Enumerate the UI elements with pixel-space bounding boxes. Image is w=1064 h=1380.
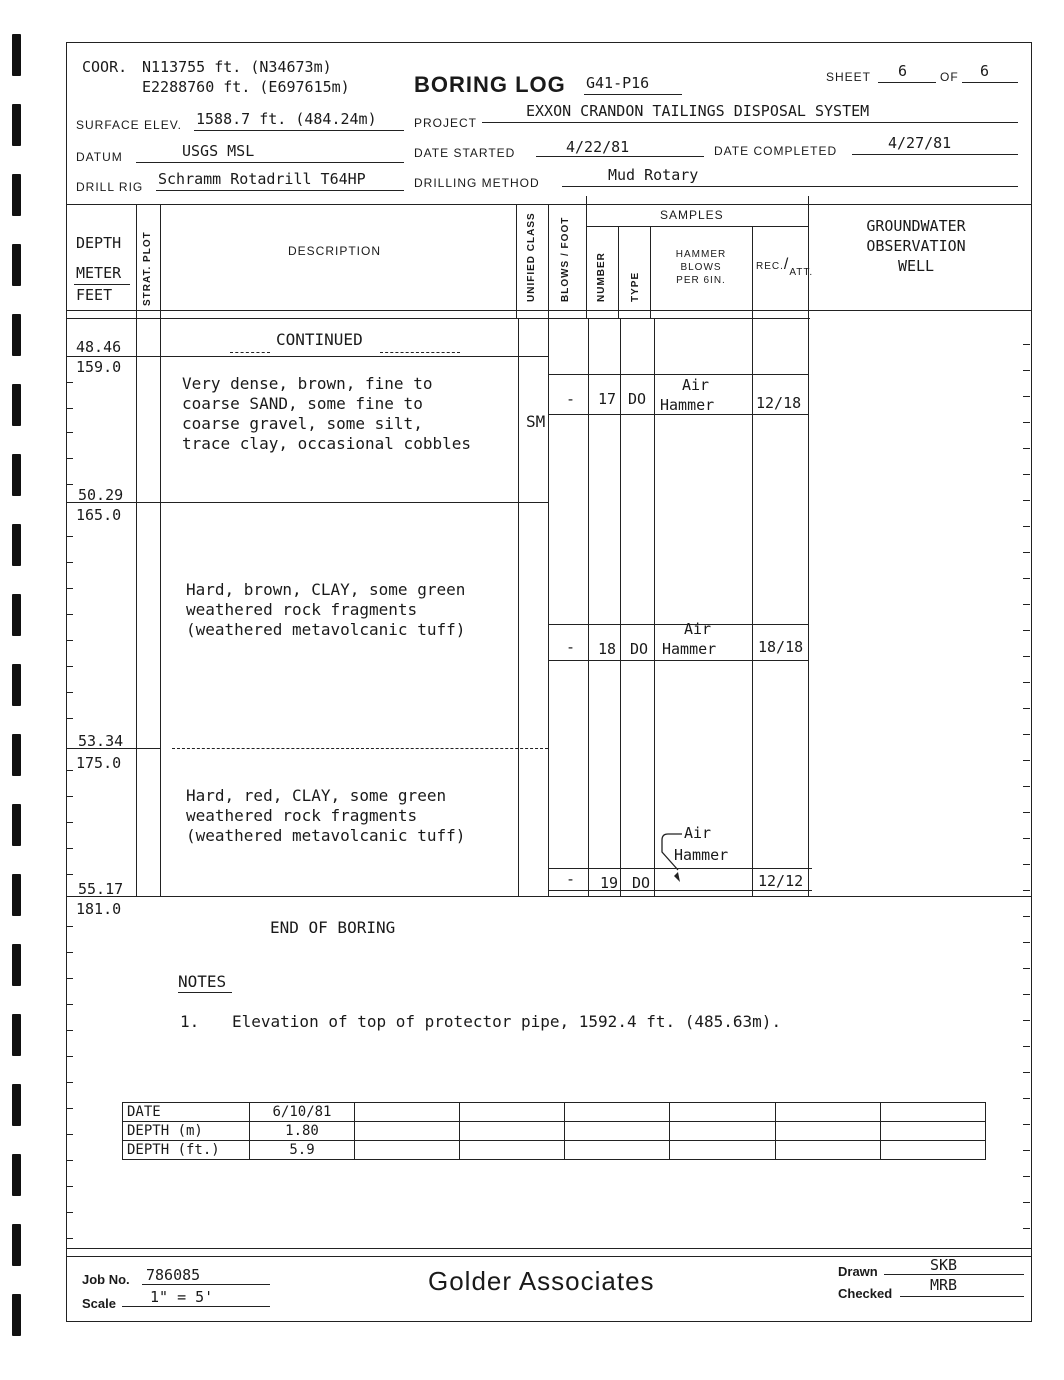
date-started: 4/22/81 [566, 138, 630, 156]
col-samples: SAMPLES [660, 208, 724, 222]
gw-depth-m-value: 1.80 [250, 1122, 355, 1141]
col-rec-att: REC./ATT. [756, 256, 814, 278]
note-1-number: 1. [180, 1012, 200, 1031]
gw-date-label: DATE [123, 1103, 250, 1122]
layer-1-description: Very dense, brown, fine to coarse SAND, some fine to coarse gravel, some silt, trace clay, occasional cobbles [182, 374, 471, 453]
sample-18-blows: - [566, 638, 576, 656]
col-rec: REC. [756, 261, 784, 272]
binder-mark [12, 244, 21, 286]
sample-19-hammer-2: Hammer [674, 846, 729, 864]
col-gw-line3: WELL [897, 257, 935, 275]
sheet-label: SHEET [826, 70, 872, 84]
layer-1-uscs: SM [526, 412, 546, 431]
sample-17-type: DO [628, 390, 647, 408]
sheet-number: 6 [898, 62, 908, 80]
depth-ft-4: 181.0 [76, 900, 122, 918]
col-feet: FEET [76, 286, 113, 304]
sample-18-type: DO [630, 640, 649, 658]
col-att: ATT. [789, 267, 814, 278]
binder-mark [12, 1014, 21, 1056]
sample-18-hammer-2: Hammer [662, 640, 717, 658]
sample-19-blows: - [566, 870, 576, 888]
scale-value: 1" = 5' [150, 1288, 214, 1306]
gw-date-value: 6/10/81 [250, 1103, 355, 1122]
sample-17-number: 17 [598, 390, 617, 408]
end-of-boring: END OF BORING [270, 918, 396, 937]
binder-mark [12, 104, 21, 146]
drill-rig: Schramm Rotadrill T64HP [158, 170, 366, 188]
table-row [123, 1122, 986, 1141]
sample-17-rec: 12/18 [756, 394, 802, 412]
depth-m-4: 55.17 [78, 880, 124, 898]
drilling-method-label: DRILLING METHOD [414, 176, 540, 190]
date-completed: 4/27/81 [888, 134, 952, 152]
binder-mark [12, 34, 21, 76]
col-depth: DEPTH [76, 234, 122, 252]
sample-19-number: 19 [600, 874, 619, 892]
depth-m-1: 48.46 [76, 338, 122, 356]
boring-id: G41-P16 [586, 74, 650, 92]
sample-17-hammer-2: Hammer [660, 396, 715, 414]
col-type: TYPE [630, 271, 641, 302]
sample-17-hammer-1: Air [682, 376, 710, 394]
binder-mark [12, 804, 21, 846]
coor-north: N113755 ft. (N34673m) [142, 58, 332, 76]
note-1-text: Elevation of top of protector pipe, 1592.4 ft. (485.63m). [232, 1012, 782, 1031]
binder-mark [12, 1294, 21, 1336]
binder-mark [12, 874, 21, 916]
project-name: EXXON CRANDON TAILINGS DISPOSAL SYSTEM [526, 102, 870, 120]
sample-19-type: DO [632, 874, 651, 892]
coor-label: COOR. [82, 58, 128, 76]
surface-elev: 1588.7 ft. (484.24m) [196, 110, 377, 128]
col-description: DESCRIPTION [288, 244, 382, 258]
depth-m-3: 53.34 [78, 732, 124, 750]
continued-label: CONTINUED [276, 330, 363, 349]
col-groundwater [812, 216, 1020, 276]
gw-depth-ft-value: 5.9 [250, 1141, 355, 1160]
binder-mark [12, 524, 21, 566]
col-unified-class: UNIFIED CLASS [526, 212, 537, 302]
depth-m-2: 50.29 [78, 486, 124, 504]
col-strat-plot: STRAT. PLOT [142, 231, 153, 306]
sample-17-blows: - [566, 390, 576, 408]
depth-ft-3: 175.0 [76, 754, 122, 772]
binder-mark [12, 174, 21, 216]
binder-mark [12, 454, 21, 496]
datum: USGS MSL [182, 142, 255, 160]
binder-mark [12, 944, 21, 986]
drilling-method: Mud Rotary [608, 166, 699, 184]
project-label: PROJECT [414, 116, 478, 130]
layer-2-description: Hard, brown, CLAY, some green weathered rock fragments (weathered metavolcanic tuff) [186, 580, 466, 639]
checked-label: Checked [838, 1286, 893, 1301]
col-number: NUMBER [596, 252, 607, 302]
binder-mark [12, 734, 21, 776]
col-gw-line2: OBSERVATION [866, 237, 966, 255]
gw-depth-m-label: DEPTH (m) [123, 1122, 250, 1141]
datum-label: DATUM [76, 150, 123, 164]
binder-mark [12, 1084, 21, 1126]
binder-mark [12, 384, 21, 426]
company-name: Golder Associates [428, 1266, 655, 1296]
job-label: Job No. [82, 1272, 130, 1287]
job-number: 786085 [146, 1266, 201, 1284]
col-hammer-line2: BLOWS [680, 262, 722, 273]
table-row [123, 1141, 986, 1160]
col-hammer-blows [652, 248, 750, 287]
col-gw-line1: GROUNDWATER [866, 217, 966, 235]
scale-label: Scale [82, 1296, 116, 1311]
sample-19-hammer-1: Air [684, 824, 712, 842]
drawn-label: Drawn [838, 1264, 878, 1279]
drawn-by: SKB [930, 1256, 958, 1274]
binder-mark [12, 1224, 21, 1266]
groundwater-readings-table [122, 1102, 986, 1160]
sample-19-rec: 12/12 [758, 872, 804, 890]
date-started-label: DATE STARTED [414, 146, 516, 160]
depth-ft-2: 165.0 [76, 506, 122, 524]
of-label: OF [940, 70, 959, 84]
notes-title: NOTES [178, 972, 227, 991]
gw-depth-ft-label: DEPTH (ft.) [123, 1141, 250, 1160]
hammer-arrow-icon [656, 828, 696, 888]
depth-ft-1: 159.0 [76, 358, 122, 376]
col-hammer-line3: PER 6IN. [676, 275, 726, 286]
col-meter: METER [76, 264, 122, 282]
layer-3-description: Hard, red, CLAY, some green weathered rock fragments (weathered metavolcanic tuff) [186, 786, 466, 845]
boring-log-title: BORING LOG [414, 72, 566, 97]
surface-elev-label: SURFACE ELEV. [76, 118, 182, 132]
sheet-total: 6 [980, 62, 990, 80]
binder-mark [12, 664, 21, 706]
sample-18-number: 18 [598, 640, 617, 658]
col-blows-foot: BLOWS / FOOT [560, 216, 571, 302]
date-completed-label: DATE COMPLETED [714, 144, 838, 158]
binder-mark [12, 1154, 21, 1196]
binder-mark [12, 314, 21, 356]
binder-mark [12, 594, 21, 636]
table-row [123, 1103, 986, 1122]
sample-18-hammer-1: Air [684, 620, 712, 638]
drill-rig-label: DRILL RIG [76, 180, 144, 194]
checked-by: MRB [930, 1276, 958, 1294]
col-hammer-line1: HAMMER [675, 249, 727, 260]
coor-east: E2288760 ft. (E697615m) [142, 78, 350, 96]
sample-18-rec: 18/18 [758, 638, 804, 656]
